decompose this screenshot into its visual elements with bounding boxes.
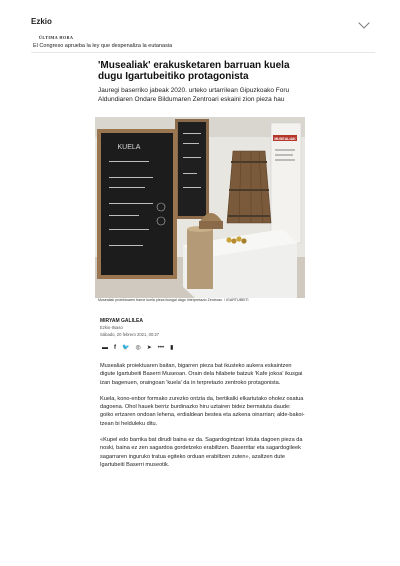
chevron-down-icon[interactable] (358, 17, 369, 28)
photo-illustration (95, 117, 305, 298)
article-paragraph: Kuela, kono-enbor formako zurezko ontzia da, bertikalki elkartutako oholez osatua dagoena. Ohol hauek berriz burdinazko hiru uztairen bidez bermatuta daude: goiko ertzaren ondoan lehena, erdialdean bestea eta azkena oinarrian; alde-bakoi-tzean bi helduleku ditu. (100, 395, 305, 427)
breaking-news-tag: ÚLTIMA HORA (39, 35, 74, 40)
top-navigation-bar (0, 0, 400, 38)
telegram-icon[interactable]: ➤ (146, 345, 152, 351)
more-icon[interactable]: ••• (157, 345, 165, 351)
board-title: KUELA (117, 144, 141, 151)
facebook-icon[interactable]: f (114, 345, 116, 351)
twitter-icon[interactable]: 🐦 (122, 345, 130, 351)
article-subtitle: Jauregi baserriko jabeak 2020. urteko urtarrilean Gipuzkoako Foru Aldundiaren Ondare Bildumaren Zentroari eskaini zion pieza hau (98, 87, 290, 103)
article-paragraph: «Kupel edo barrika bat dirudi baina ez da. Sagardogintzari lotuta dagoen pieza da noski, baina ez zen sagardoa gordetzeko erabiltzen. Baserritar eta sagardogileek sagarraren inguruko tratua egiteko orduan erabiltzen zuten», azaltzen dute Igartubeiti Baserri museotik. (100, 437, 303, 468)
share-toolbar (102, 344, 173, 352)
whatsapp-icon[interactable]: ◎ (135, 345, 141, 351)
article-title: 'Musealiak' erakusketaren barruan kuela dugu Igartubeitiko protagonista (98, 60, 290, 82)
breaking-news-link[interactable]: El Congreso aprueba la ley que despenaliza la eutanasia (33, 43, 173, 49)
author-location: Ezkio-Itsaso (100, 325, 123, 330)
comment-icon[interactable]: ▬ (102, 345, 108, 351)
article-photo[interactable] (95, 117, 305, 298)
article-body (100, 362, 305, 477)
article-paragraph: Musealiak proiektuaren baitan, bigarren pieza bat ikusteko aukera eskaintzen digute Igartubeiti Baserri Museoan. Orain dela hilabete batzuk 'Kafe jokoa' ikusgai izan bagenuen, oraingoan 'kuela' da in terpretazio zentroko protagonista. (100, 363, 303, 386)
publish-date: Sábado, 20 febrero 2021, 00:27 (100, 332, 160, 337)
section-title[interactable]: Ezkio (31, 17, 52, 26)
photo-caption: Musealiak proiektuaren barne kuela pieza ikusgai dago Interpretazio Zentroan. / IGARTUBEITI (98, 298, 249, 302)
author-name[interactable]: MIRYAM GALILEA (100, 318, 143, 324)
bookmark-icon[interactable]: ▮ (170, 345, 174, 351)
divider (31, 52, 375, 53)
poster-label: MUSEALIAK (274, 137, 296, 141)
